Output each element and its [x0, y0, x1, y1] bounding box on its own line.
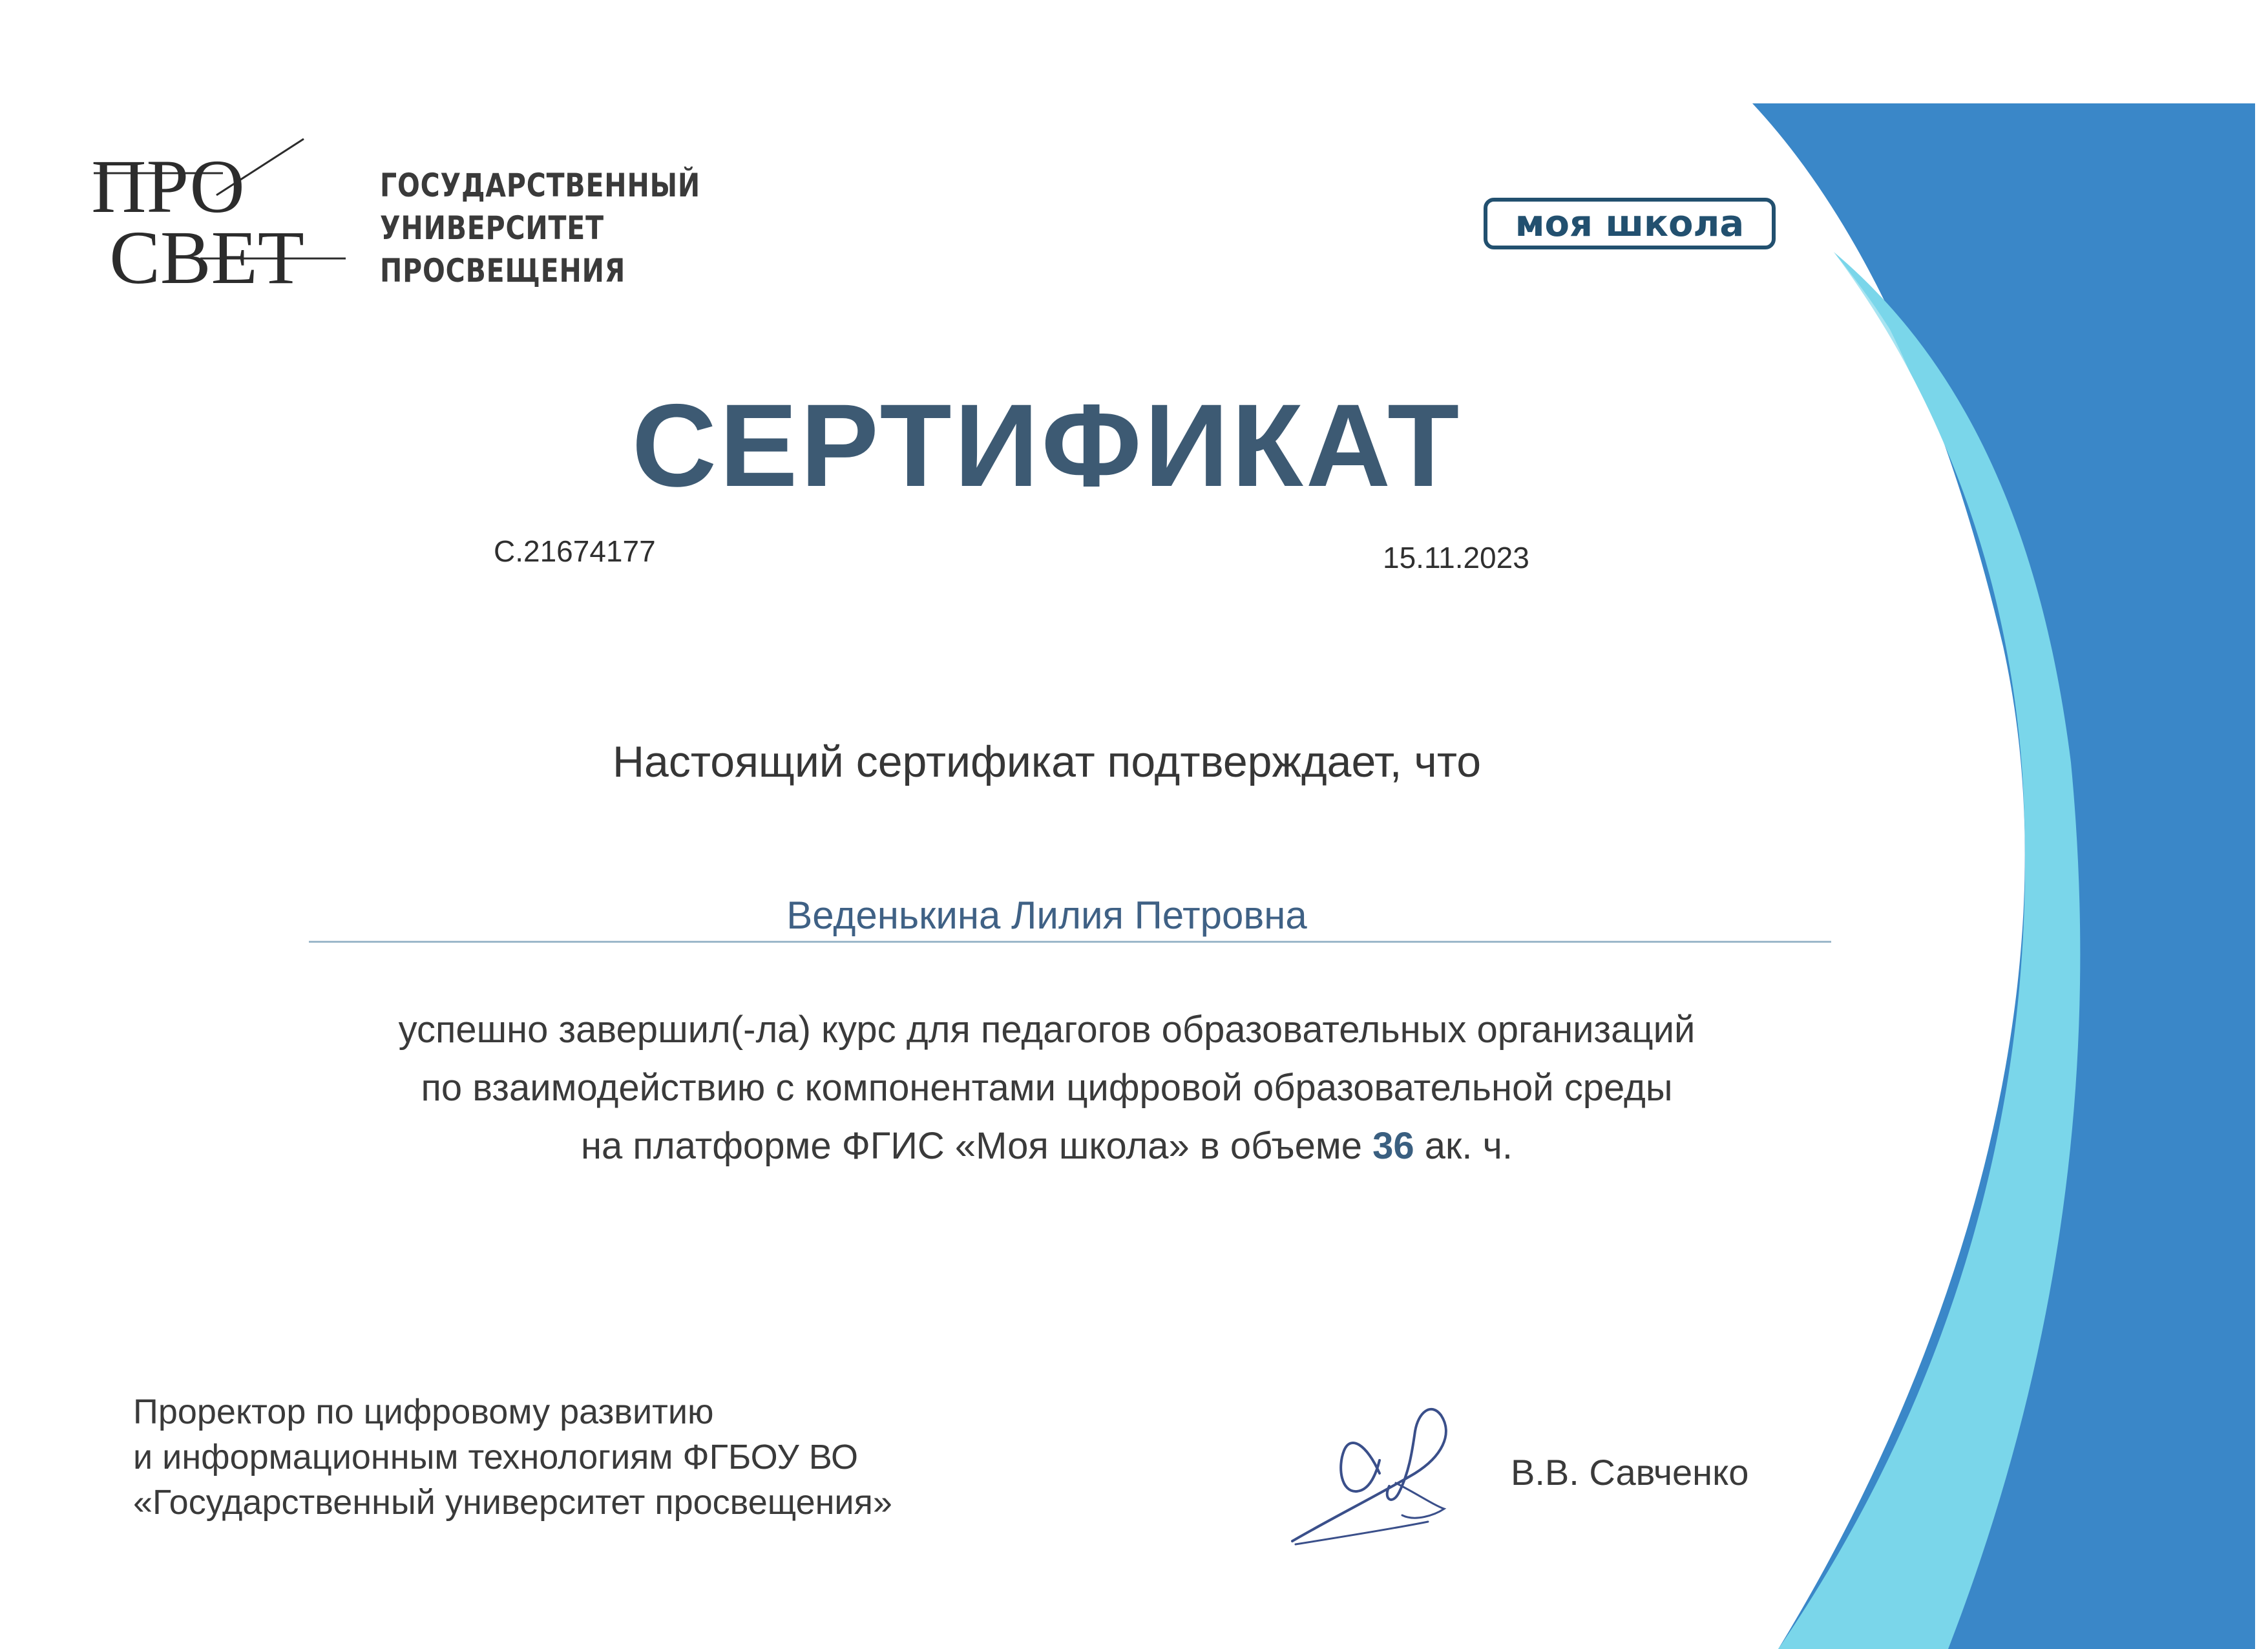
recipient-underline [309, 941, 1831, 943]
course-description-line-2: по взаимодействию с компонентами цифровой образовательной среды [421, 1067, 1673, 1109]
prosvet-logo [90, 136, 349, 297]
university-name-line-2: УНИВЕРСИТЕТ [380, 209, 604, 247]
recipient-name: Веденькина Лилия Петровна [786, 894, 1307, 937]
signatory-position-line-3: «Государственный университет просвещения» [133, 1483, 892, 1522]
signatory-position-line-2: и информационным технологиям ФГБОУ ВО [133, 1438, 859, 1476]
university-name-line-1: ГОСУДАРСТВЕННЫЙ [380, 167, 701, 204]
course-hours-unit: ак. ч. [1424, 1125, 1513, 1167]
confirmation-text: Настоящий сертификат подтверждает, что [612, 737, 1482, 786]
certificate-title: СЕРТИФИКАТ [631, 379, 1462, 511]
certificate-number: С.21674177 [494, 534, 656, 568]
course-hours: 36 [1372, 1125, 1414, 1167]
signatory-name: В.В. Савченко [1511, 1452, 1749, 1493]
university-name-line-3: ПРОСВЕЩЕНИЯ [380, 252, 626, 289]
logo-mark-top: ПРО [91, 144, 245, 229]
handwritten-signature [1286, 1396, 1473, 1551]
course-description-prefix: на платформе ФГИС «Моя школа» в объеме [581, 1125, 1363, 1167]
course-description-line-3 [0, 1124, 2094, 1168]
certificate-date: 15.11.2023 [1383, 541, 1529, 574]
signatory-position-line-1: Проректор по цифровому развитию [133, 1392, 714, 1431]
course-description-line-1: успешно завершил(-ла) курс для педагогов образовательных организаций [398, 1009, 1696, 1051]
my-school-logo: моя школа [1484, 198, 1776, 249]
logo-mark-bottom: СВЕТ [109, 215, 304, 297]
